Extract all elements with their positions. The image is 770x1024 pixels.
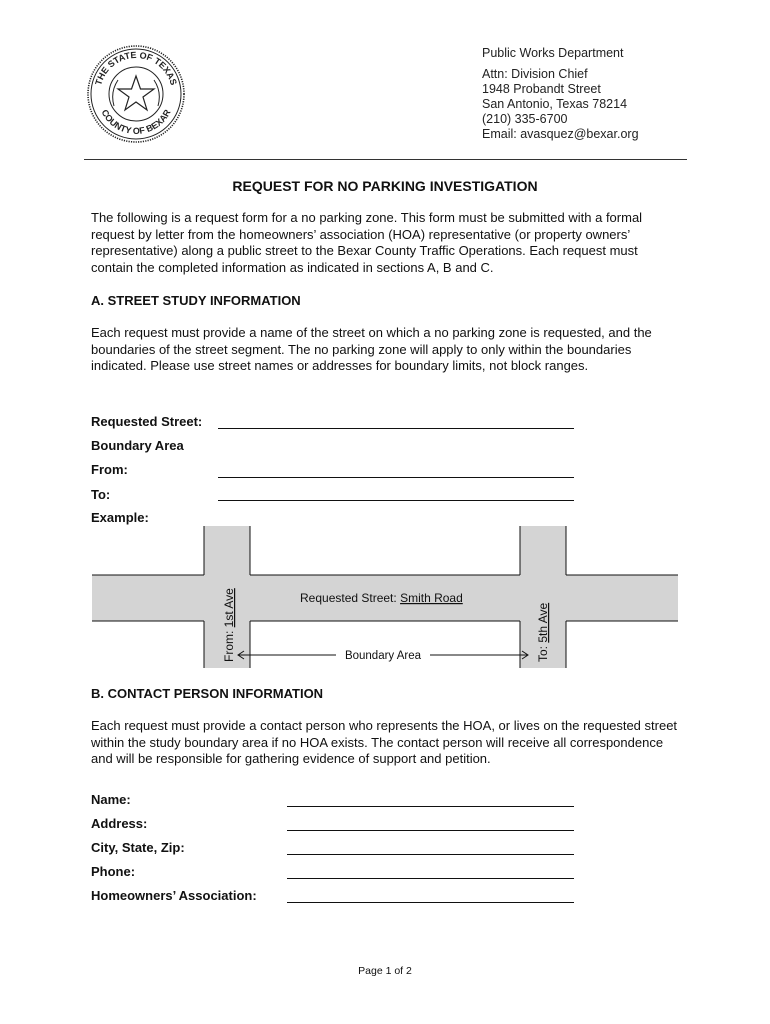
- city-state-zip: San Antonio, Texas 78214: [482, 97, 628, 111]
- diagram-to-label: To: 5th Ave: [536, 602, 550, 662]
- hoa-field[interactable]: [287, 902, 574, 903]
- phone-label: Phone:: [91, 864, 136, 879]
- phone-number: (210) 335-6700: [482, 112, 568, 126]
- city-state-zip-field[interactable]: [287, 854, 574, 855]
- diagram-boundary-area-label: Boundary Area: [344, 650, 422, 662]
- svg-text:COUNTY OF BEXAR: [100, 107, 173, 136]
- from-field[interactable]: [218, 477, 574, 478]
- city-state-zip-label: City, State, Zip:: [91, 840, 185, 855]
- section-b-heading: B. CONTACT PERSON INFORMATION: [91, 686, 324, 701]
- form-title: REQUEST FOR NO PARKING INVESTIGATION: [232, 178, 538, 194]
- diagram-requested-street-label: Requested Street: Smith Road: [300, 591, 463, 605]
- seal-top-text: THE STATE OF TEXAS: [93, 49, 179, 87]
- department-address-block: [482, 46, 639, 142]
- seal-bottom-text: COUNTY OF BEXAR: [99, 107, 173, 137]
- example-label: Example:: [91, 510, 149, 525]
- bexar-county-seal: [86, 44, 186, 144]
- section-b-text: Each request must provide a contact person who represents the HOA, or lives on the requested street within the study boundary area if no HOA exists. The contact person will receive all correspondence and will be responsible for gathering evidence of support and petition.: [91, 718, 678, 766]
- street-address: 1948 Probandt Street: [482, 82, 601, 96]
- page-number: Page 1 of 2: [358, 965, 412, 977]
- from-label: From:: [91, 462, 128, 477]
- requested-street-label: Requested Street:: [91, 414, 203, 429]
- name-label: Name:: [91, 792, 131, 807]
- section-a-text: Each request must provide a name of the street on which a no parking zone is requested, and the boundaries of the street segment. The no parking zone will apply to only within the boundaries indicated. Please use street names or addresses for boundary limits, not block ranges.: [91, 325, 652, 373]
- to-field[interactable]: [218, 500, 574, 501]
- address-field[interactable]: [287, 830, 574, 831]
- address-label: Address:: [91, 816, 148, 831]
- email-address: Email: avasquez@bexar.org: [482, 127, 639, 141]
- svg-text:THE STATE OF TEXAS: [93, 50, 179, 86]
- section-a-heading: A. STREET STUDY INFORMATION: [91, 293, 301, 308]
- intro-paragraph: The following is a request form for a no parking zone. This form must be submitted with a formal request by letter from the homeowners’ association (HOA) representative (or property owners’ representative) along a public street to the Bexar County Traffic Operations. Each request must contain the completed information as indicated in sections A, B and C.: [91, 210, 643, 275]
- boundary-area-label: Boundary Area: [91, 438, 184, 453]
- department-name: Public Works Department: [482, 46, 624, 60]
- requested-street-field[interactable]: [218, 428, 574, 429]
- phone-field[interactable]: [287, 878, 574, 879]
- hoa-label: Homeowners’ Association:: [91, 888, 257, 903]
- diagram-from-label: From: 1st Ave: [222, 588, 236, 662]
- attn-line: Attn: Division Chief: [482, 67, 588, 81]
- to-label: To:: [91, 487, 111, 502]
- name-field[interactable]: [287, 806, 574, 807]
- header-divider: [84, 159, 687, 160]
- example-street-diagram: [92, 526, 678, 668]
